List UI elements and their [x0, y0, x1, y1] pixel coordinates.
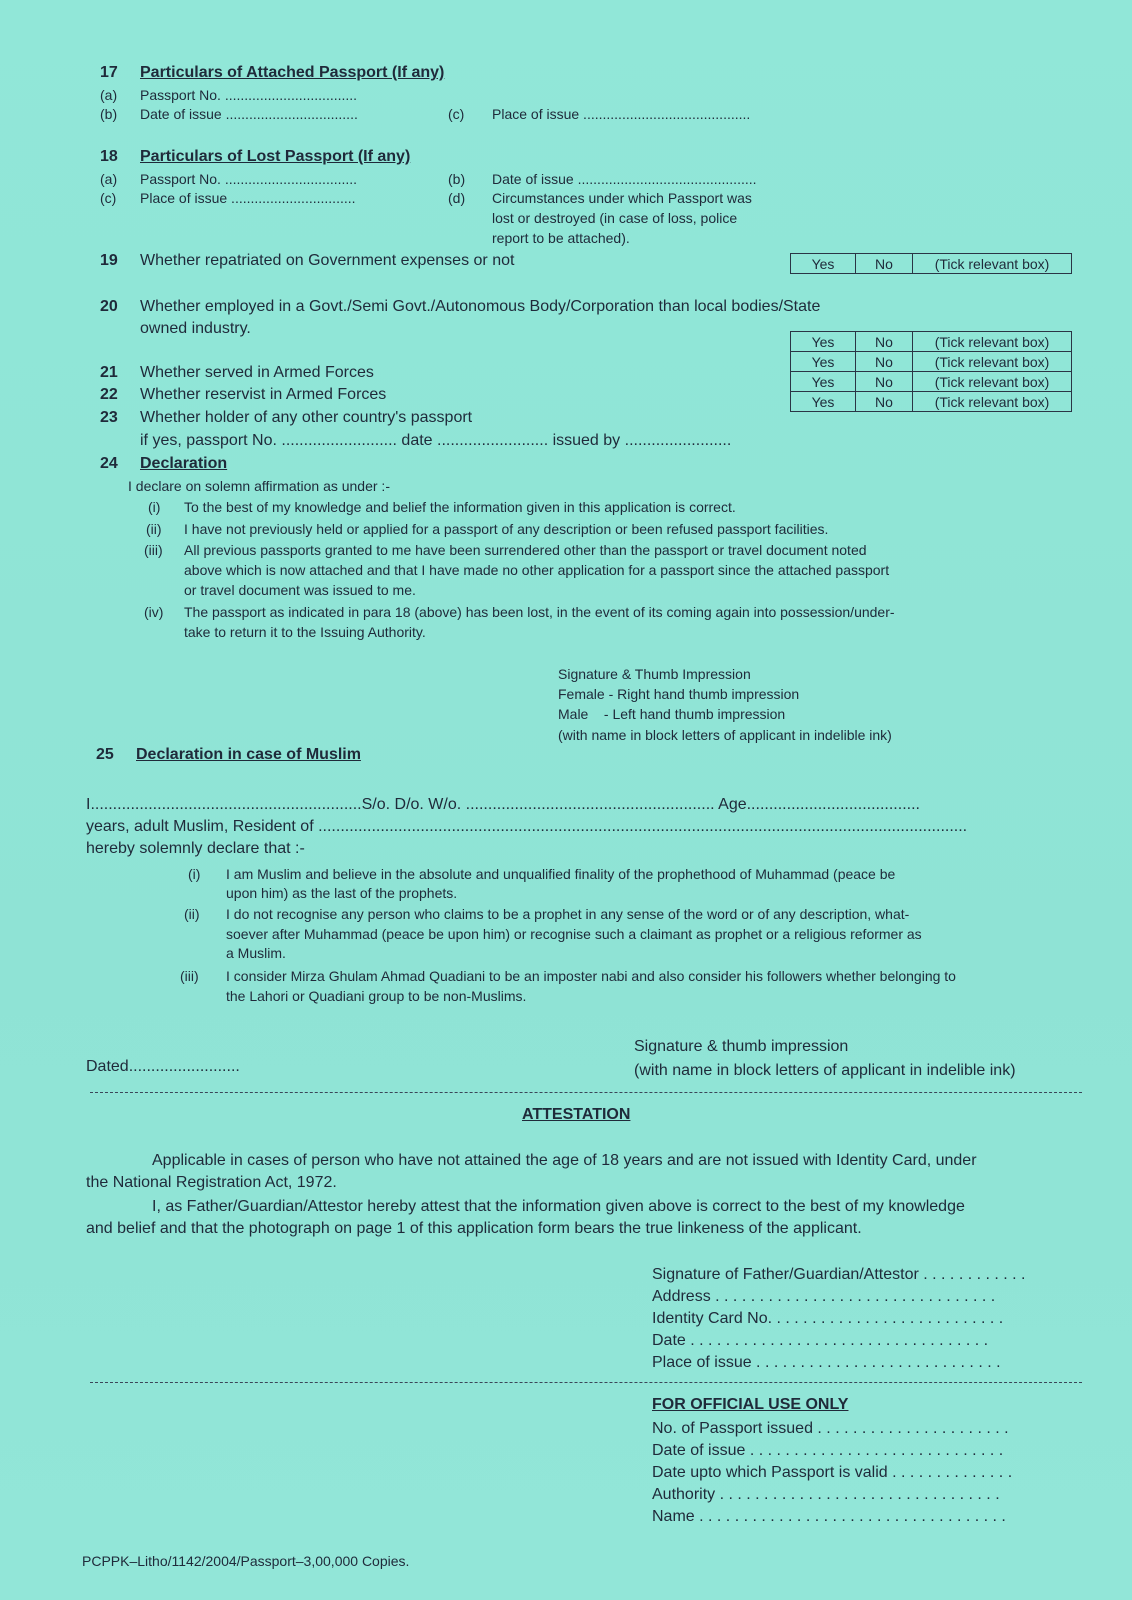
official-name-field[interactable]: Name . . . . . . . . . . . . . . . . . . . . . . . . . . . . . . . . . . .	[652, 1508, 1006, 1525]
s17-title: Particulars of Attached Passport (If any)	[140, 64, 445, 81]
s25-ii-label: (ii)	[184, 906, 200, 922]
s18-circumstances-line2: lost or destroyed (in case of loss, police	[492, 210, 738, 226]
s19-tick-note: (Tick relevant box)	[913, 254, 1072, 274]
s22-tick-note: (Tick relevant box)	[913, 372, 1072, 392]
s18-place-of-issue[interactable]: Place of issue ................................	[140, 190, 356, 206]
s22-question: Whether reservist in Armed Forces	[140, 386, 387, 403]
s21-yes-box[interactable]: Yes	[791, 352, 856, 372]
s25-ii-line1: I do not recognise any person who claims to be a prophet in any sense of the word or of any description, what-	[226, 906, 910, 922]
s18-number: 18	[100, 148, 118, 165]
s25-i-line1: I am Muslim and believe in the absolute and unqualified finality of the prophethood of Muhammad (peace be	[226, 866, 896, 882]
attestation-title: ATTESTATION	[522, 1106, 631, 1123]
s25-number: 25	[96, 746, 114, 763]
s24-signature-line1: Signature & Thumb Impression	[558, 666, 751, 682]
s22-tick-row	[791, 372, 1072, 392]
s18-date-of-issue[interactable]: Date of issue ..............................................	[492, 171, 757, 187]
attestor-identity-card-field[interactable]: Identity Card No. . . . . . . . . . . . . . . . . . . . . . . . . . .	[652, 1310, 1004, 1327]
s23-passport-details[interactable]: if yes, passport No. .......................... date ......................... issued by ........................	[140, 432, 732, 449]
divider-2	[90, 1382, 1082, 1383]
print-footer: PCPPK–Litho/1142/2004/Passport–3,00,000 Copies.	[82, 1553, 410, 1569]
s20-yes-box[interactable]: Yes	[791, 332, 856, 352]
s18-circumstances-line1: Circumstances under which Passport was	[492, 190, 752, 206]
s20-tick-note: (Tick relevant box)	[913, 332, 1072, 352]
s22-number: 22	[100, 386, 118, 403]
s19-yes-box[interactable]: Yes	[791, 254, 856, 274]
s24-iii-line2: above which is now attached and that I have made no other application for a passport since the attached passport	[184, 562, 890, 578]
s23-question: Whether holder of any other country's passport	[140, 409, 473, 426]
s24-signature-line3: Male - Left hand thumb impression	[558, 706, 786, 722]
s23-tick-note: (Tick relevant box)	[913, 392, 1072, 412]
s17-place-of-issue[interactable]: Place of issue ...........................................	[492, 106, 751, 122]
s25-dated-field[interactable]: Dated.........................	[86, 1058, 240, 1075]
s18-circumstances-line3: report to be attached).	[492, 230, 630, 246]
s24-intro: I declare on solemn affirmation as under :-	[128, 478, 390, 494]
s25-i-label: (i)	[188, 866, 201, 882]
s25-declare-intro: hereby solemnly declare that :-	[86, 840, 305, 857]
s25-iii-line1: I consider Mirza Ghulam Ahmad Quadiani to be an imposter nabi and also consider his followers whether belonging to	[226, 968, 956, 984]
attestor-place-of-issue-field[interactable]: Place of issue . . . . . . . . . . . . . . . . . . . . . . . . . . . .	[652, 1354, 1001, 1371]
s19-number: 19	[100, 252, 118, 269]
attestor-signature-field[interactable]: Signature of Father/Guardian/Attestor . . . . . . . . . . . .	[652, 1266, 1026, 1283]
s20-no-box[interactable]: No	[856, 332, 913, 352]
s24-iv-line2: take to return it to the Issuing Authority.	[184, 624, 426, 640]
s22-yes-box[interactable]: Yes	[791, 372, 856, 392]
s24-number: 24	[100, 455, 118, 472]
s23-yes-box[interactable]: Yes	[791, 392, 856, 412]
s24-i-text: To the best of my knowledge and belief the information given in this application is correct.	[184, 499, 736, 515]
s24-iii-line3: or travel document was issued to me.	[184, 582, 416, 598]
s17-a-label: (a)	[100, 87, 118, 103]
s24-ii-label: (ii)	[146, 521, 162, 537]
s19-no-box[interactable]: No	[856, 254, 913, 274]
s25-title: Declaration in case of Muslim	[136, 746, 361, 763]
s24-iii-label: (iii)	[144, 542, 163, 558]
s25-ii-line3: a Muslim.	[226, 945, 286, 961]
s19-tick-box	[790, 253, 1072, 274]
s18-title: Particulars of Lost Passport (If any)	[140, 148, 411, 165]
s24-iv-label: (iv)	[144, 604, 164, 620]
attestor-address-field[interactable]: Address . . . . . . . . . . . . . . . . . . . . . . . . . . . . . . . .	[652, 1288, 996, 1305]
s25-iii-label: (iii)	[180, 968, 199, 984]
s24-signature-line2: Female - Right hand thumb impression	[558, 686, 800, 702]
s25-i-line2: upon him) as the last of the prophets.	[226, 885, 458, 901]
s17-passport-no[interactable]: Passport No. ..................................	[140, 87, 358, 103]
attestation-p2-line2: and belief and that the photograph on page 1 of this application form bears the true linkeness of the applicant.	[86, 1220, 862, 1237]
s17-number: 17	[100, 64, 118, 81]
s21-question: Whether served in Armed Forces	[140, 364, 374, 381]
s23-number: 23	[100, 409, 118, 426]
s25-name-line[interactable]: I.............................................................S/o. D/o. W/o. ........................................................ Age.......................................	[86, 796, 920, 813]
s20-question-line2: owned industry.	[140, 320, 251, 337]
s21-tick-note: (Tick relevant box)	[913, 352, 1072, 372]
s18-c-label: (c)	[100, 190, 117, 206]
divider-1	[90, 1092, 1082, 1093]
official-use-title: FOR OFFICIAL USE ONLY	[652, 1396, 849, 1413]
s25-ii-line2: soever after Muhammad (peace be upon him) or recognise such a claimant as prophet or a religious reformer as	[226, 926, 922, 942]
attestation-p2-line1: I, as Father/Guardian/Attestor hereby attest that the information given above is correct to the best of my knowledge	[152, 1198, 965, 1215]
s18-d-label: (d)	[448, 190, 466, 206]
s23-tick-row	[791, 392, 1072, 412]
s17-b-label: (b)	[100, 106, 118, 122]
attestor-date-field[interactable]: Date . . . . . . . . . . . . . . . . . . . . . . . . . . . . . . . . . .	[652, 1332, 989, 1349]
s25-signature-line2: (with name in block letters of applicant in indelible ink)	[634, 1062, 1016, 1079]
s25-iii-line2: the Lahori or Quadiani group to be non-Muslims.	[226, 988, 527, 1004]
s24-ii-text: I have not previously held or applied for a passport of any description or been refused passport facilities.	[184, 521, 829, 537]
s17-c-label: (c)	[448, 106, 465, 122]
s20-number: 20	[100, 298, 118, 315]
s20-tick-row	[791, 332, 1072, 352]
attestation-p1-line1: Applicable in cases of person who have not attained the age of 18 years and are not issued with Identity Card, under	[152, 1152, 977, 1169]
s23-no-box[interactable]: No	[856, 392, 913, 412]
s18-passport-no[interactable]: Passport No. ..................................	[140, 171, 358, 187]
official-passport-no-field[interactable]: No. of Passport issued . . . . . . . . . . . . . . . . . . . . . .	[652, 1420, 1009, 1437]
s24-i-label: (i)	[148, 499, 161, 515]
official-date-of-issue-field[interactable]: Date of issue . . . . . . . . . . . . . . . . . . . . . . . . . . . . .	[652, 1442, 1004, 1459]
tick-table-20-23	[790, 331, 1072, 412]
s21-no-box[interactable]: No	[856, 352, 913, 372]
s24-iii-line1: All previous passports granted to me have been surrendered other than the passport or travel document noted	[184, 542, 867, 558]
s18-b-label: (b)	[448, 171, 466, 187]
s17-date-of-issue[interactable]: Date of issue ..................................	[140, 106, 358, 122]
s18-a-label: (a)	[100, 171, 118, 187]
s25-resident-line[interactable]: years, adult Muslim, Resident of ..................................................................................................................................................	[86, 818, 968, 835]
s21-number: 21	[100, 364, 118, 381]
s24-iv-line1: The passport as indicated in para 18 (above) has been lost, in the event of its coming again into possession/under-	[184, 604, 895, 620]
s25-signature-line1: Signature & thumb impression	[634, 1038, 849, 1055]
s19-question: Whether repatriated on Government expenses or not	[140, 252, 515, 269]
s22-no-box[interactable]: No	[856, 372, 913, 392]
s24-signature-line4: (with name in block letters of applicant in indelible ink)	[558, 727, 892, 743]
s21-tick-row	[791, 352, 1072, 372]
official-authority-field[interactable]: Authority . . . . . . . . . . . . . . . . . . . . . . . . . . . . . . . .	[652, 1486, 1000, 1503]
s24-title: Declaration	[140, 455, 228, 472]
s20-question-line1: Whether employed in a Govt./Semi Govt./Autonomous Body/Corporation than local bodies/State	[140, 298, 821, 315]
attestation-p1-line2: the National Registration Act, 1972.	[86, 1174, 337, 1191]
official-valid-upto-field[interactable]: Date upto which Passport is valid . . . . . . . . . . . . . .	[652, 1464, 1013, 1481]
